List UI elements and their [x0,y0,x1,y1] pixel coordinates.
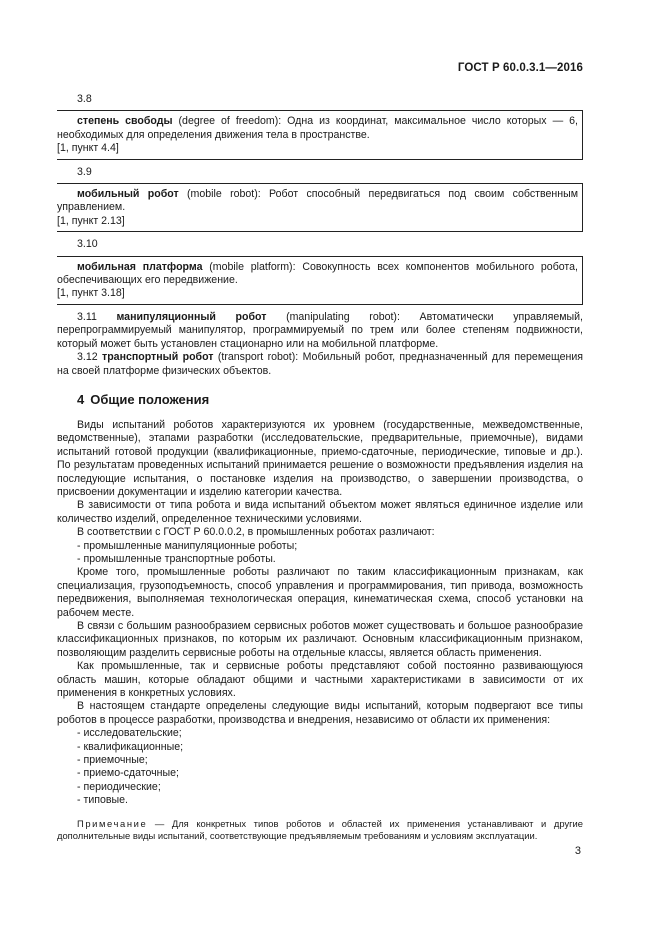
section-title: Общие положения [90,391,210,407]
term-manipulating-robot [57,311,583,351]
paragraph: В соответствии с ГОСТ Р 60.0.0.2, в промышленных роботах различают: [77,526,435,539]
term-number: 3.9 [77,165,92,178]
term-text: : Автоматически управляемый, перепрограммируемый манипулятор, программируемый по трем или более степеням подвижности, который может быть установлен стационарно или на мобильной платформе. [57,310,583,350]
paragraph: Как промышленные, так и сервисные роботы представляют собой постоянно развивающуюся область машин, которые обладают общими и частными характеристиками в зависимости от их применения в конкретных условиях. [57,660,583,700]
term-definition [57,115,578,142]
note-text: — Для конкретных типов роботов и областей их применения устанавливают и другие дополнительные виды испытаний, соответствующие предъявляемым требованиям и условиям эксплуатации. [57,817,583,842]
page-number: 3 [574,845,581,857]
term-text: : Мобильный робот, предназначенный для перемещения на своей платформе физических объектов. [57,351,583,377]
paragraph: В связи с большим разнообразием сервисных роботов может существовать и большое разнообразие классификационных признаков, по которым их различают. Основным классификационным признаком, позволяющим разделить сервисные роботы на отдельные классы, является область применения. [57,620,583,659]
term-english: (manipulating robot) [286,310,397,323]
term-name: степень свободы [77,115,173,128]
term-name: мобильный робот [77,188,179,201]
term-number: 3.11 [77,310,97,323]
list-item: - промышленные манипуляционные роботы; [77,539,298,552]
term-number: 3.10 [77,238,98,251]
document-code: ГОСТ Р 60.0.3.1—2016 [457,62,583,74]
term-english: (transport robot) [217,351,296,364]
section-number: 4 [77,391,85,407]
term-source: [1, пункт 2.13] [57,214,125,227]
section-heading [57,392,583,407]
term-definition [57,188,578,215]
term-number: 3.8 [77,93,92,105]
paragraph: В зависимости от типа робота и вида испытаний объектом может являться единичное изделие или количество изделий, определенное техническими условиями. [57,499,583,525]
note-label: Примечание [77,817,148,829]
note [57,818,583,843]
term-box-degree-of-freedom [57,110,583,159]
list-item: - промышленные транспортные роботы. [77,552,276,565]
paragraph: Виды испытаний роботов характеризуются их уровнем (государственные, межведомственные, ведомственные), этапами разработки (исследовательские, предварительные, приемочные), видами испытаний готовой продукции (квалификационные, приемо-сдаточные, периодические, типовые и др.). По результатам проведенных испытаний принимается решение о возможности предъявления изделия на последующие испытания, о постановке изделия на производство, о завершении производства, о присвоении документации и изделию категории качества. [57,418,583,498]
term-number: 3.12 [77,351,98,364]
page-content [57,93,583,843]
list-item: - приемо-сдаточные; [77,767,179,780]
test-types-list [57,727,583,807]
term-box-mobile-platform [57,256,583,305]
list-item: - исследовательские; [77,727,182,740]
term-transport-robot [57,351,583,378]
term-english: (degree of freedom) [178,115,279,128]
list-item: - типовые. [77,794,128,807]
term-english: (mobile robot) [187,188,258,201]
list-item: - приемочные; [77,754,148,767]
term-name: транспортный робот [102,351,214,364]
term-text: : Совокупность всех компонентов мобильного робота, обеспечивающих его передвижение. [57,260,578,287]
term-source: [1, пункт 3.18] [57,287,125,300]
term-english: (mobile platform) [209,260,293,273]
paragraph: В настоящем стандарте определены следующие виды испытаний, которым подвергают все типы роботов в процессе разработки, производства и внедрения, независимо от области их применения: [57,700,583,726]
term-name: мобильная платформа [77,260,203,273]
list-item: - квалификационные; [77,740,184,753]
list-item: - периодические; [77,780,161,793]
term-text: : Одна из координат, максимальное число которых — 6, необходимых для определения движения тела в пространстве. [57,115,578,141]
robot-types-list [57,540,583,567]
term-box-mobile-robot [57,183,583,232]
paragraph: Кроме того, промышленные роботы различают по таким классификационным признакам, как специализация, грузоподъемность, способ управления и программирования, тип привода, возможность передвижения, выполняемая технологическая операция, кинематическая схема, способ установки на рабочем месте. [57,566,583,619]
term-name: манипуляционный робот [116,310,267,323]
term-text: : Робот способный передвигаться под своим собственным управлением. [57,188,578,214]
term-source: [1, пункт 4.4] [57,142,119,155]
term-definition [57,261,578,288]
